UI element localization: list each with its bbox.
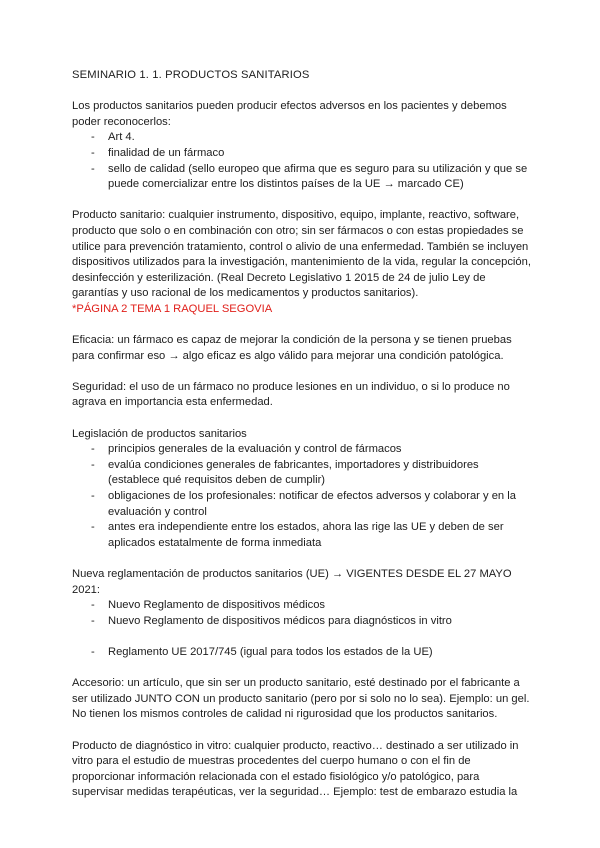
intro-paragraph: Los productos sanitarios pueden producir efectos adversos en los pacientes y debemos poder reconocerlos: [72, 100, 507, 128]
spacer [72, 661, 532, 677]
spacer [72, 193, 532, 209]
spacer [72, 318, 532, 334]
list-item: - obligaciones de los profesionales: notificar de efectos adversos y colaborar y en la evaluación y control [72, 489, 532, 520]
intro-list [72, 130, 532, 192]
safety-paragraph: Seguridad: el uso de un fármaco no produce lesiones en un individuo, o si lo produce no agrava en importancia esta enfermedad. [72, 380, 510, 409]
legislation-list [72, 442, 532, 551]
accessory-paragraph: Accesorio: un artículo, que sin ser un producto sanitario, esté destinado por el fabricante a ser utilizado JUNTO CON un producto sanitario (pero por si solo no lo sea). Ejemplo: un gel. No tienen los mismos controles de calidad ni rigurosidad que los productos sanitarios. [72, 677, 530, 721]
spacer [72, 629, 532, 645]
efficacy-paragraph: Eficacia: un fármaco es capaz de mejorar la condición de la persona y se tienen pruebas para confirmar eso → algo eficaz es algo válido para mejorar una condición patológica. [72, 334, 512, 362]
spacer [72, 551, 532, 567]
list-item: - Reglamento UE 2017/745 (igual para todos los estados de la UE) [72, 645, 532, 661]
list-item: - principios generales de la evaluación y control de fármacos [72, 442, 532, 458]
list-item: - Nuevo Reglamento de dispositivos médicos [72, 598, 532, 614]
spacer [72, 364, 532, 380]
spacer [72, 411, 532, 427]
list-item: - evalúa condiciones generales de fabricantes, importadores y distribuidores (establece qué requisitos deben de cumplir) [72, 458, 532, 489]
list-item: - antes era independiente entre los estados, ahora las rige las UE y deben de ser aplicados estatalmente de forma inmediata [72, 520, 532, 551]
list-item: - Art 4. [72, 130, 532, 146]
document-page [72, 68, 532, 801]
definition-paragraph: Producto sanitario: cualquier instrumento, dispositivo, equipo, implante, reactivo, software, producto que solo o en combinación con otro; sin ser fármacos o con estas propiedades se utilice para prevención tratamiento, control o alivio de una enfermedad. También se incluyen dispositivos utilizados para la investigación, mantenimiento de la vida, regular la concepción, desinfección y esterilización. (Real Decreto Legislativo 1 2015 de 24 de julio Ley de garantías y uso racional de los medicamentos y productos sanitarios). [72, 209, 531, 300]
in-vitro-paragraph: Producto de diagnóstico in vitro: cualquier producto, reactivo… destinado a ser utilizado in vitro para el estudio de muestras procedentes del cuerpo humano o con el fin de proporcionar información relacionada con el estado fisiológico y/o patológico, para supervisar medidas terapéuticas, ver la seguridad… Ejemplo: test de embarazo estudia la [72, 739, 519, 799]
regulation-list [72, 598, 532, 629]
reference-note: *PÁGINA 2 TEMA 1 RAQUEL SEGOVIA [72, 302, 273, 315]
document-title: SEMINARIO 1. 1. PRODUCTOS SANITARIOS [72, 69, 310, 81]
list-item: - Nuevo Reglamento de dispositivos médicos para diagnósticos in vitro [72, 614, 532, 630]
regulation-extra-list [72, 645, 532, 661]
regulation-heading: Nueva reglamentación de productos sanitarios (UE) → VIGENTES DESDE EL 27 MAYO 2021: [72, 568, 512, 596]
list-item: - sello de calidad (sello europeo que afirma que es seguro para su utilización y que se puede comercializar entre los distintos países de la UE → marcado CE) [72, 162, 532, 193]
spacer [72, 723, 532, 739]
list-item: - finalidad de un fármaco [72, 146, 532, 162]
legislation-heading: Legislación de productos sanitarios [72, 427, 247, 440]
